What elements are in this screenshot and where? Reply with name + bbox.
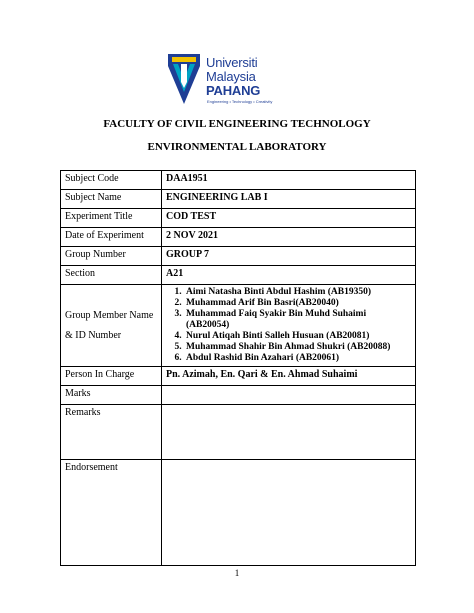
group-number-label: Group Number xyxy=(61,247,162,266)
members-label-line-1: Group Member Name xyxy=(65,310,154,321)
table-row xyxy=(61,171,416,190)
list-item: 3. Muhammad Faiq Syakir Bin Muhd Suhaimi (AB20054) xyxy=(184,309,411,331)
members-label-line-2: & ID Number xyxy=(65,330,122,341)
list-item: 1. Aimi Natasha Binti Abdul Hashim (AB19350) xyxy=(184,287,411,298)
lab-heading: ENVIRONMENTAL LABORATORY xyxy=(147,141,327,153)
marks-value xyxy=(162,386,416,405)
list-item: 6. Abdul Rashid Bin Azahari (AB20061) xyxy=(184,353,411,364)
group-number-value: GROUP 7 xyxy=(162,247,416,266)
table-row xyxy=(61,228,416,247)
table-row xyxy=(61,285,416,367)
university-name xyxy=(206,56,260,98)
members-label-cell xyxy=(61,285,162,367)
faculty-heading: FACULTY OF CIVIL ENGINEERING TECHNOLOGY xyxy=(103,118,371,130)
list-item: 4. Nurul Atiqah Binti Salleh Husuan (AB20081) xyxy=(184,331,411,342)
endorsement-value xyxy=(162,460,416,566)
table-row xyxy=(61,460,416,566)
section-label: Section xyxy=(61,266,162,285)
report-info-table xyxy=(60,170,416,566)
marks-label: Marks xyxy=(61,386,162,405)
list-item: 2. Muhammad Arif Bin Basri(AB20040) xyxy=(184,298,411,309)
subject-name-value: ENGINEERING LAB I xyxy=(162,190,416,209)
table-row xyxy=(61,386,416,405)
logo-line-3: PAHANG xyxy=(206,83,261,98)
subject-code-label: Subject Code xyxy=(61,171,162,190)
person-in-charge-label: Person In Charge xyxy=(61,367,162,386)
page-number: 1 xyxy=(234,568,240,578)
experiment-title-value: COD TEST xyxy=(162,209,416,228)
logo-line-1: Universiti xyxy=(206,55,258,70)
table-row xyxy=(61,405,416,460)
members-list xyxy=(166,287,411,364)
table-row xyxy=(61,367,416,386)
logo-tagline: Engineering • Technology • Creativity xyxy=(207,99,273,104)
members-value-cell xyxy=(162,285,416,367)
university-logo xyxy=(166,52,278,112)
list-item: 5. Muhammad Shahir Bin Ahmad Shukri (AB20088) xyxy=(184,342,411,353)
shield-logo-icon xyxy=(166,52,202,106)
subject-name-label: Subject Name xyxy=(61,190,162,209)
table-row xyxy=(61,266,416,285)
table-row xyxy=(61,247,416,266)
experiment-title-label: Experiment Title xyxy=(61,209,162,228)
date-label: Date of Experiment xyxy=(61,228,162,247)
remarks-value xyxy=(162,405,416,460)
table-row xyxy=(61,209,416,228)
remarks-label: Remarks xyxy=(61,405,162,460)
logo-line-2: Malaysia xyxy=(206,69,256,84)
date-value: 2 NOV 2021 xyxy=(162,228,416,247)
person-in-charge-value: Pn. Azimah, En. Qari & En. Ahmad Suhaimi xyxy=(162,367,416,386)
table-row xyxy=(61,190,416,209)
section-value: A21 xyxy=(162,266,416,285)
subject-code-value: DAA1951 xyxy=(162,171,416,190)
endorsement-label: Endorsement xyxy=(61,460,162,566)
